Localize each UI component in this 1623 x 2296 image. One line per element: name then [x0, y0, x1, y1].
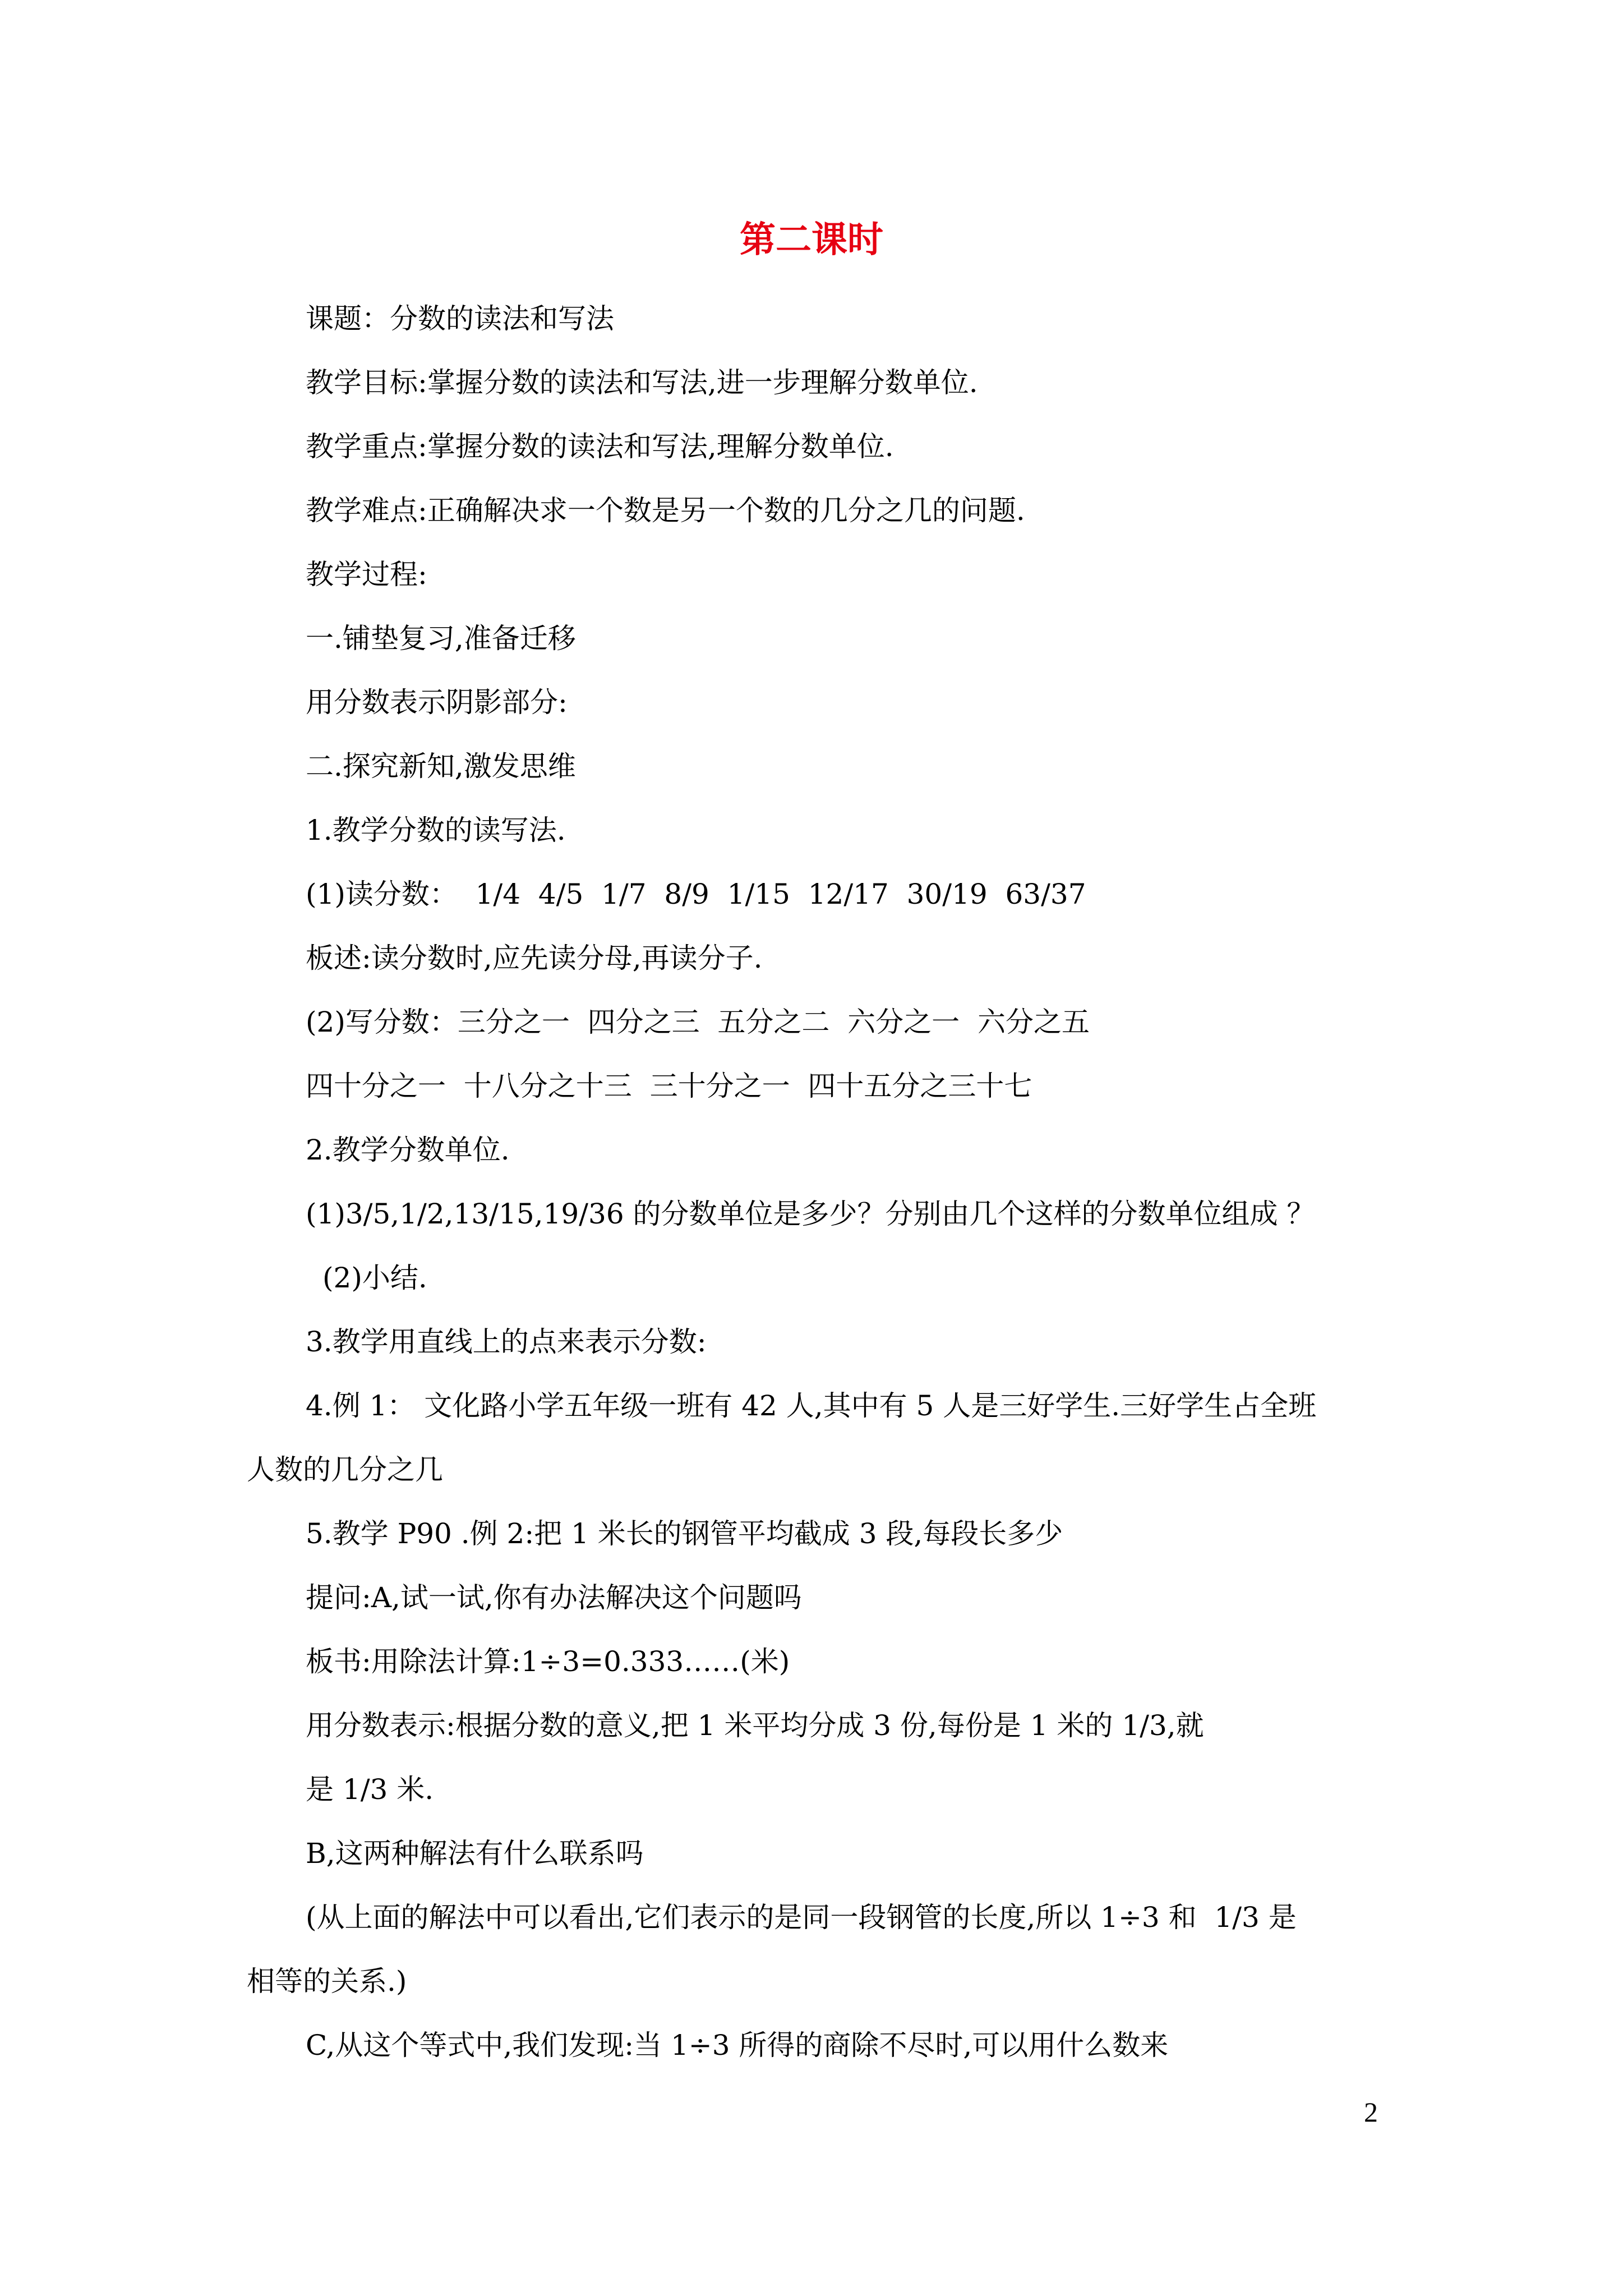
- text-line: 2.教学分数单位.: [306, 1134, 510, 1166]
- page-number: 2: [1364, 2096, 1378, 2128]
- text-line: (1)读分数： 1/4 4/5 1/7 8/9 1/15 12/17 30/19 63/37: [306, 878, 1086, 910]
- text-line: 教学重点:掌握分数的读法和写法,理解分数单位.: [306, 430, 894, 463]
- text-line: 人数的几分之几: [247, 1453, 443, 1486]
- text-line: 板书:用除法计算:1÷3=0.333……(米): [306, 1645, 790, 1678]
- text-line: 提问:A,试一试,你有办法解决这个问题吗: [306, 1581, 802, 1614]
- text-line: 教学过程:: [306, 558, 427, 591]
- text-line: (从上面的解法中可以看出,它们表示的是同一段钢管的长度,所以 1÷3 和 1/3 是: [306, 1901, 1297, 1934]
- text-line: (2)写分数：三分之一 四分之三 五分之二 六分之一 六分之五: [306, 1006, 1090, 1038]
- text-line: 5.教学 P90 .例 2:把 1 米长的钢管平均截成 3 段,每段长多少: [306, 1517, 1063, 1550]
- text-line: 是 1/3 米.: [306, 1773, 434, 1806]
- text-line: (2)小结.: [322, 1262, 427, 1294]
- text-line: (1)3/5,1/2,13/15,19/36 的分数单位是多少？分别由几个这样的分数单位组成 ？: [306, 1198, 1315, 1230]
- text-line: 1.教学分数的读写法.: [306, 814, 566, 846]
- text-line: 二.探究新知,激发思维: [306, 750, 576, 783]
- text-line: C,从这个等式中,我们发现:当 1÷3 所得的商除不尽时,可以用什么数来: [306, 2029, 1169, 2062]
- text-line: 教学目标:掌握分数的读法和写法,进一步理解分数单位.: [306, 366, 978, 399]
- text-line: 一.铺垫复习,准备迁移: [306, 622, 576, 655]
- text-line: 相等的关系.): [247, 1965, 407, 1998]
- text-line: 教学难点:正确解决求一个数是另一个数的几分之几的问题.: [306, 494, 1025, 527]
- text-line: 四十分之一 十八分之十三 三十分之一 四十五分之三十七: [306, 1070, 1032, 1102]
- text-line: 板述:读分数时,应先读分母,再读分子.: [306, 942, 763, 974]
- text-line: 3.教学用直线上的点来表示分数:: [306, 1326, 707, 1358]
- text-line: 用分数表示:根据分数的意义,把 1 米平均分成 3 份,每份是 1 米的 1/3,就: [306, 1709, 1204, 1742]
- text-line: B,这两种解法有什么联系吗: [306, 1837, 644, 1870]
- text-line: 课题：分数的读法和写法: [306, 302, 614, 335]
- text-line: 用分数表示阴影部分:: [306, 686, 568, 719]
- text-line: 4.例 1： 文化路小学五年级一班有 42 人,其中有 5 人是三好学生.三好学生占全班: [306, 1389, 1317, 1422]
- page-title: 第二课时: [740, 219, 883, 261]
